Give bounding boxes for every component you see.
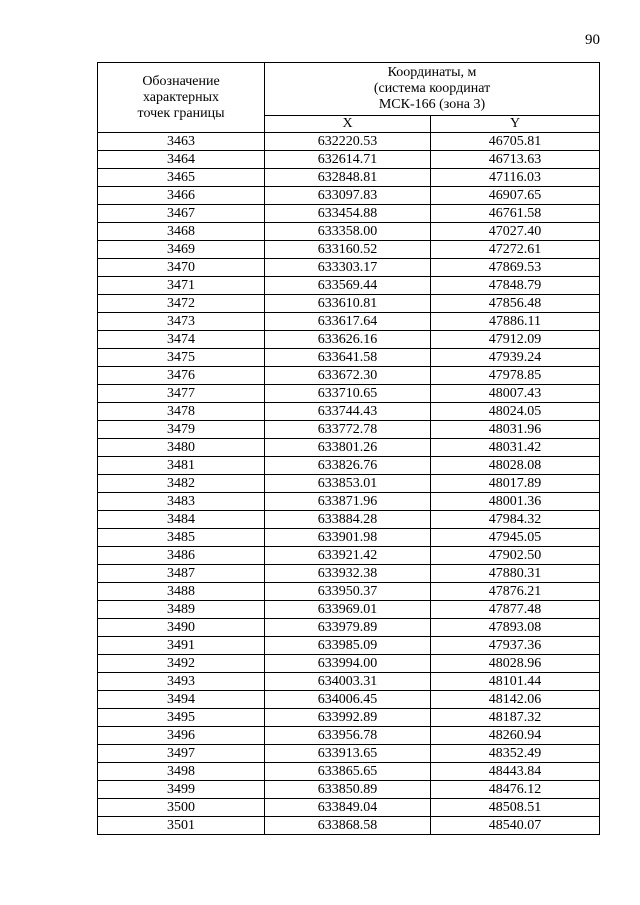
x-coordinate-cell: 633801.26 [265, 439, 431, 457]
coordinates-header [265, 63, 600, 116]
y-coordinate-cell: 48260.94 [431, 727, 600, 745]
point-id-cell: 3471 [98, 277, 265, 295]
y-coordinate-cell: 47027.40 [431, 223, 600, 241]
point-id-cell: 3485 [98, 529, 265, 547]
header-line: точек границы [137, 105, 225, 121]
table-row [98, 277, 600, 295]
y-coordinate-cell: 48443.84 [431, 763, 600, 781]
table-body [98, 133, 600, 835]
y-coordinate-cell: 46761.58 [431, 205, 600, 223]
point-id-cell: 3478 [98, 403, 265, 421]
y-coordinate-cell: 48028.08 [431, 457, 600, 475]
y-coordinate-cell: 48187.32 [431, 709, 600, 727]
y-coordinate-cell: 46713.63 [431, 151, 600, 169]
header-line: Обозначение [142, 73, 220, 89]
x-coordinate-cell: 633850.89 [265, 781, 431, 799]
point-id-cell: 3467 [98, 205, 265, 223]
point-id-cell: 3464 [98, 151, 265, 169]
table-row [98, 601, 600, 619]
y-coordinate-cell: 48028.96 [431, 655, 600, 673]
x-coordinate-cell: 633772.78 [265, 421, 431, 439]
y-coordinate-cell: 48031.42 [431, 439, 600, 457]
table-row [98, 709, 600, 727]
y-coordinate-cell: 46705.81 [431, 133, 600, 151]
x-coordinate-cell: 633969.01 [265, 601, 431, 619]
table-row [98, 727, 600, 745]
table-row [98, 331, 600, 349]
x-coordinate-cell: 633160.52 [265, 241, 431, 259]
point-id-cell: 3493 [98, 673, 265, 691]
x-coordinate-cell: 632220.53 [265, 133, 431, 151]
coordinates-table [97, 62, 600, 835]
table-row [98, 817, 600, 835]
y-coordinate-cell: 47893.08 [431, 619, 600, 637]
x-coordinate-cell: 633744.43 [265, 403, 431, 421]
x-coordinate-cell: 633950.37 [265, 583, 431, 601]
x-coordinate-cell: 633921.42 [265, 547, 431, 565]
table-row [98, 349, 600, 367]
x-coordinate-cell: 633454.88 [265, 205, 431, 223]
table-row [98, 493, 600, 511]
point-id-cell: 3494 [98, 691, 265, 709]
y-coordinate-cell: 48101.44 [431, 673, 600, 691]
table-row [98, 457, 600, 475]
header-line: МСК-166 (зона 3) [378, 97, 486, 112]
point-id-cell: 3481 [98, 457, 265, 475]
table-row [98, 583, 600, 601]
point-id-cell: 3483 [98, 493, 265, 511]
table-row [98, 763, 600, 781]
y-coordinate-cell: 48540.07 [431, 817, 600, 835]
y-coordinate-cell: 47116.03 [431, 169, 600, 187]
y-coordinate-cell: 47880.31 [431, 565, 600, 583]
table-row [98, 529, 600, 547]
y-coordinate-cell: 47272.61 [431, 241, 600, 259]
table-row [98, 205, 600, 223]
point-id-cell: 3487 [98, 565, 265, 583]
y-coordinate-cell: 48508.51 [431, 799, 600, 817]
table-row [98, 673, 600, 691]
point-id-cell: 3474 [98, 331, 265, 349]
y-coordinate-cell: 48024.05 [431, 403, 600, 421]
header-line: (система координат [373, 81, 491, 96]
table-row [98, 241, 600, 259]
y-coordinate-cell: 47856.48 [431, 295, 600, 313]
x-coordinate-cell: 633985.09 [265, 637, 431, 655]
point-id-cell: 3495 [98, 709, 265, 727]
point-id-cell: 3463 [98, 133, 265, 151]
y-coordinate-cell: 47984.32 [431, 511, 600, 529]
point-id-cell: 3492 [98, 655, 265, 673]
point-id-cell: 3488 [98, 583, 265, 601]
point-id-cell: 3501 [98, 817, 265, 835]
header-line: характерных [142, 89, 220, 105]
x-coordinate-cell: 633626.16 [265, 331, 431, 349]
table-row [98, 133, 600, 151]
y-coordinate-cell: 47937.36 [431, 637, 600, 655]
x-coordinate-cell: 633826.76 [265, 457, 431, 475]
x-coordinate-cell: 633956.78 [265, 727, 431, 745]
point-id-cell: 3480 [98, 439, 265, 457]
y-coordinate-cell: 47902.50 [431, 547, 600, 565]
point-id-cell: 3465 [98, 169, 265, 187]
table-row [98, 223, 600, 241]
table-row [98, 187, 600, 205]
x-coordinate-cell: 633979.89 [265, 619, 431, 637]
x-coordinate-cell: 633853.01 [265, 475, 431, 493]
x-coordinate-cell: 633610.81 [265, 295, 431, 313]
point-id-cell: 3477 [98, 385, 265, 403]
x-coordinate-cell: 633849.04 [265, 799, 431, 817]
point-id-cell: 3473 [98, 313, 265, 331]
table-row [98, 799, 600, 817]
y-coordinate-cell: 48007.43 [431, 385, 600, 403]
header-line: Координаты, м [387, 65, 477, 80]
x-coordinate-cell: 633932.38 [265, 565, 431, 583]
table-row [98, 151, 600, 169]
point-id-cell: 3500 [98, 799, 265, 817]
y-coordinate-cell: 47869.53 [431, 259, 600, 277]
x-coordinate-cell: 634003.31 [265, 673, 431, 691]
x-coordinate-cell: 633868.58 [265, 817, 431, 835]
x-coordinate-cell: 633617.64 [265, 313, 431, 331]
x-coordinate-cell: 633913.65 [265, 745, 431, 763]
y-coordinate-cell: 48142.06 [431, 691, 600, 709]
y-coordinate-cell: 47978.85 [431, 367, 600, 385]
y-coordinate-cell: 46907.65 [431, 187, 600, 205]
y-coordinate-cell: 48001.36 [431, 493, 600, 511]
x-coordinate-cell: 633710.65 [265, 385, 431, 403]
point-id-cell: 3482 [98, 475, 265, 493]
point-id-cell: 3472 [98, 295, 265, 313]
y-coordinate-cell: 47877.48 [431, 601, 600, 619]
point-id-cell: 3476 [98, 367, 265, 385]
x-coordinate-cell: 632848.81 [265, 169, 431, 187]
x-coordinate-cell: 633865.65 [265, 763, 431, 781]
point-id-cell: 3466 [98, 187, 265, 205]
point-id-cell: 3490 [98, 619, 265, 637]
table-row [98, 295, 600, 313]
table-row [98, 439, 600, 457]
table-row [98, 619, 600, 637]
point-id-cell: 3496 [98, 727, 265, 745]
y-coordinate-cell: 48017.89 [431, 475, 600, 493]
y-coordinate-cell: 48476.12 [431, 781, 600, 799]
table-row [98, 511, 600, 529]
x-coordinate-cell: 634006.45 [265, 691, 431, 709]
table-row [98, 691, 600, 709]
x-coordinate-cell: 633901.98 [265, 529, 431, 547]
x-coordinate-cell: 633992.89 [265, 709, 431, 727]
x-column-header: X [265, 116, 431, 133]
point-id-cell: 3486 [98, 547, 265, 565]
table-row [98, 745, 600, 763]
point-id-cell: 3469 [98, 241, 265, 259]
y-coordinate-cell: 47886.11 [431, 313, 600, 331]
table-row [98, 403, 600, 421]
table-row [98, 655, 600, 673]
point-id-cell: 3489 [98, 601, 265, 619]
x-coordinate-cell: 633994.00 [265, 655, 431, 673]
x-coordinate-cell: 633097.83 [265, 187, 431, 205]
point-id-cell: 3497 [98, 745, 265, 763]
y-coordinate-cell: 48031.96 [431, 421, 600, 439]
point-id-cell: 3498 [98, 763, 265, 781]
table-row [98, 169, 600, 187]
y-coordinate-cell: 47945.05 [431, 529, 600, 547]
x-coordinate-cell: 633871.96 [265, 493, 431, 511]
y-coordinate-cell: 48352.49 [431, 745, 600, 763]
table-row [98, 313, 600, 331]
x-coordinate-cell: 633884.28 [265, 511, 431, 529]
table-row [98, 385, 600, 403]
x-coordinate-cell: 633358.00 [265, 223, 431, 241]
point-id-cell: 3484 [98, 511, 265, 529]
page-number: 90 [585, 32, 600, 48]
y-column-header: Y [431, 116, 600, 133]
table-row [98, 781, 600, 799]
point-id-cell: 3470 [98, 259, 265, 277]
x-coordinate-cell: 632614.71 [265, 151, 431, 169]
table-row [98, 565, 600, 583]
table-row [98, 637, 600, 655]
point-id-cell: 3475 [98, 349, 265, 367]
x-coordinate-cell: 633569.44 [265, 277, 431, 295]
point-id-cell: 3468 [98, 223, 265, 241]
y-coordinate-cell: 47939.24 [431, 349, 600, 367]
x-coordinate-cell: 633641.58 [265, 349, 431, 367]
point-id-cell: 3479 [98, 421, 265, 439]
point-id-cell: 3499 [98, 781, 265, 799]
point-id-cell: 3491 [98, 637, 265, 655]
y-coordinate-cell: 47912.09 [431, 331, 600, 349]
table-row [98, 367, 600, 385]
table-row [98, 259, 600, 277]
table-row [98, 421, 600, 439]
table-row [98, 547, 600, 565]
point-designation-header [98, 63, 265, 133]
y-coordinate-cell: 47876.21 [431, 583, 600, 601]
table-row [98, 475, 600, 493]
y-coordinate-cell: 47848.79 [431, 277, 600, 295]
x-coordinate-cell: 633303.17 [265, 259, 431, 277]
x-coordinate-cell: 633672.30 [265, 367, 431, 385]
